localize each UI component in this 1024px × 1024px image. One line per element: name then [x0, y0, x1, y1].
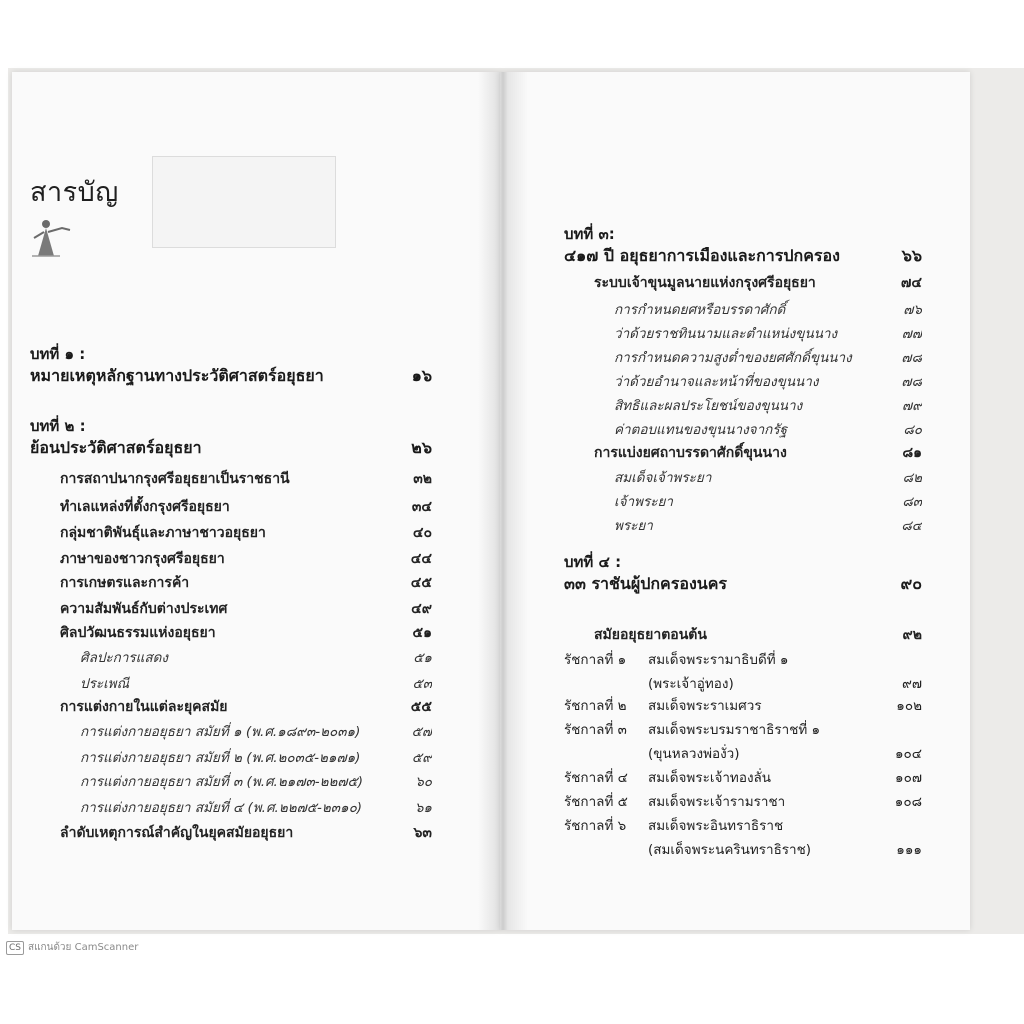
entry-label: ว่าด้วยอำนาจและหน้าที่ของขุนนาง	[614, 374, 819, 390]
entry-label: บทที่ ๒ :	[30, 417, 86, 435]
page-number: ๑๐๗	[895, 770, 922, 786]
entry-label: บทที่ ๓:	[564, 225, 615, 243]
entry-label: (ขุนหลวงพ่องั่ว)	[648, 746, 740, 762]
page-number: ๒๖	[411, 438, 432, 457]
entry-label: ระบบเจ้าขุนมูลนายแห่งกรุงศรีอยุธยา	[594, 275, 816, 291]
page-number: ๙๗	[901, 676, 922, 692]
entry-label: หมายเหตุหลักฐานทางประวัติศาสตร์อยุธยา	[30, 366, 324, 385]
scanner-watermark	[6, 940, 138, 955]
toc-entry	[594, 272, 922, 294]
toc-entry	[60, 548, 432, 570]
page-number: ๔๙	[411, 601, 432, 617]
toc-entry	[60, 822, 432, 844]
entry-label: สมเด็จพระอินทราธิราช	[648, 818, 784, 834]
toc-entry	[80, 720, 432, 742]
chapter-heading	[564, 550, 922, 574]
page-number: ๕๗	[411, 724, 432, 740]
entry-label: การกำหนดยศหรือบรรดาศักดิ์	[614, 302, 786, 318]
entry-label: การสถาปนากรุงศรีอยุธยาเป็นราชธานี	[60, 471, 290, 487]
toc-entry	[564, 648, 922, 670]
page-number: ๖๖	[901, 246, 922, 265]
entry-label: ภาษาของชาวกรุงศรีอยุธยา	[60, 551, 225, 567]
page-number: ๔๐	[412, 525, 432, 541]
entry-label: การแต่งกายอยุธยา สมัยที่ ๔ (พ.ศ.๒๒๗๕-๒๓๑๐)	[80, 800, 363, 816]
toc-entry	[614, 394, 922, 416]
show-through-box	[152, 156, 336, 248]
toc-entry	[614, 514, 922, 536]
camscanner-logo-icon: CS	[6, 941, 24, 955]
toc-entry	[564, 814, 922, 836]
page-number: ๖๑	[414, 800, 432, 816]
entry-label: บทที่ ๔ :	[564, 553, 622, 571]
entry-label: การแต่งกายอยุธยา สมัยที่ ๑ (พ.ศ.๑๘๙๓-๒๐๓๑)	[80, 724, 361, 740]
toc-entry	[564, 742, 922, 764]
reign-number: รัชกาลที่ ๔	[564, 770, 628, 786]
page-number: ๘๓	[902, 494, 922, 510]
page-number: ๙๐	[900, 574, 922, 593]
page-number: ๗๔	[900, 275, 922, 291]
toc-entry	[564, 244, 922, 269]
toc-entry	[80, 796, 432, 818]
entry-label: พระยา	[614, 518, 653, 534]
book-gutter	[478, 72, 528, 930]
entry-label: ๔๑๗ ปี อยุธยาการเมืองและการปกครอง	[564, 246, 840, 265]
toc-entry	[564, 672, 922, 694]
chapter-heading	[30, 414, 432, 438]
entry-label: บทที่ ๑ :	[30, 345, 86, 363]
page-number: ๘๒	[902, 470, 922, 486]
page-number: ๕๓	[412, 676, 432, 692]
reign-number: รัชกาลที่ ๓	[564, 722, 627, 738]
toc-entry	[564, 718, 922, 740]
toc-entry	[614, 298, 922, 320]
reign-number: รัชกาลที่ ๑	[564, 652, 627, 668]
entry-label: สมเด็จเจ้าพระยา	[614, 470, 712, 486]
page-number: ๕๑	[412, 625, 432, 641]
reign-number: รัชกาลที่ ๕	[564, 794, 628, 810]
entry-label: สมเด็จพระเจ้าทองลั่น	[648, 770, 772, 786]
entry-label: สมเด็จพระราเมศวร	[648, 698, 762, 714]
page-number: ๔๕	[410, 575, 432, 591]
page-number: ๗๗	[901, 326, 922, 342]
page-number: ๑๐๘	[894, 794, 922, 810]
page-number: ๑๐๔	[894, 746, 922, 762]
page-number: ๑๖	[411, 366, 432, 385]
entry-label: ค่าตอบแทนของขุนนางจากรัฐ	[614, 422, 788, 438]
toc-entry	[60, 496, 432, 518]
page-number: ๑๐๒	[896, 698, 922, 714]
toc-entry	[60, 622, 432, 644]
toc-entry	[30, 436, 432, 461]
entry-label: ลำดับเหตุการณ์สำคัญในยุคสมัยอยุธยา	[60, 825, 294, 841]
dancer-figure-icon	[28, 216, 74, 260]
toc-entry	[60, 598, 432, 620]
chapter-heading	[30, 342, 432, 366]
page-number: ๕๕	[410, 699, 432, 715]
toc-entry	[614, 322, 922, 344]
toc-entry	[614, 466, 922, 488]
entry-label: ย้อนประวัติศาสตร์อยุธยา	[30, 438, 202, 457]
page-number: ๖๐	[415, 774, 432, 790]
entry-label: กลุ่มชาติพันธุ์และภาษาชาวอยุธยา	[60, 525, 266, 541]
page-number: ๘๑	[902, 445, 922, 461]
page-number: ๗๙	[901, 398, 922, 414]
page-number: ๘๔	[901, 518, 922, 534]
entry-label: ประเพณี	[80, 676, 130, 692]
toc-entry	[60, 572, 432, 594]
toc-entry	[564, 766, 922, 788]
page-number: ๓๔	[411, 499, 432, 515]
entry-label: (พระเจ้าอู่ทอง)	[648, 676, 734, 692]
entry-label: ศิลปะการแสดง	[80, 650, 168, 666]
toc-entry	[80, 770, 432, 792]
entry-label: การแต่งกายอยุธยา สมัยที่ ๓ (พ.ศ.๒๑๗๓-๒๒๗๕)	[80, 774, 363, 790]
page-number: ๗๘	[901, 350, 922, 366]
entry-label: สมเด็จพระเจ้ารามราชา	[648, 794, 786, 810]
page-number: ๔๔	[410, 551, 432, 567]
toc-entry	[564, 838, 922, 860]
reign-number: รัชกาลที่ ๖	[564, 818, 627, 834]
page-number: ๑๑๑	[896, 842, 922, 858]
entry-label: ทำเลแหล่งที่ตั้งกรุงศรีอยุธยา	[60, 499, 230, 515]
toc-entry	[80, 646, 432, 668]
toc-entry	[594, 624, 922, 646]
chapter-heading	[564, 222, 922, 246]
page-title: สารบัญ	[30, 177, 119, 208]
toc-entry	[614, 346, 922, 368]
entry-label: การแต่งกายอยุธยา สมัยที่ ๒ (พ.ศ.๒๐๓๕-๒๑๗๑)	[80, 750, 361, 766]
toc-entry	[80, 746, 432, 768]
toc-entry	[564, 790, 922, 812]
entry-label: ศิลปวัฒนธรรมแห่งอยุธยา	[60, 625, 216, 641]
entry-label: การแบ่งยศถาบรรดาศักดิ์ขุนนาง	[594, 445, 787, 461]
entry-label: การเกษตรและการค้า	[60, 575, 190, 591]
entry-label: ว่าด้วยราชทินนามและตำแหน่งขุนนาง	[614, 326, 838, 342]
toc-entry	[80, 672, 432, 694]
entry-label: การแต่งกายในแต่ละยุคสมัย	[60, 699, 228, 715]
toc-entry	[614, 490, 922, 512]
page-number: ๓๒	[413, 471, 432, 487]
toc-entry	[60, 468, 432, 490]
toc-entry	[614, 418, 922, 440]
reign-number: รัชกาลที่ ๒	[564, 698, 627, 714]
entry-label: (สมเด็จพระนครินทราธิราช)	[648, 842, 812, 858]
page-number: ๕๑	[413, 650, 432, 666]
entry-label: ๓๓ ราชันผู้ปกครองนคร	[564, 574, 727, 593]
page-number: ๗๖	[903, 302, 922, 318]
toc-entry	[614, 370, 922, 392]
page-number: ๘๐	[903, 422, 922, 438]
page-number: ๖๓	[413, 825, 432, 841]
entry-label: สมเด็จพระบรมราชาธิราชที่ ๑	[648, 722, 821, 738]
entry-label: ความสัมพันธ์กับต่างประเทศ	[60, 601, 228, 617]
entry-label: สิทธิและผลประโยชน์ของขุนนาง	[614, 398, 803, 414]
page-number: ๗๘	[901, 374, 922, 390]
toc-entry	[594, 442, 922, 464]
toc-entry	[60, 696, 432, 718]
toc-entry	[564, 694, 922, 716]
watermark-text: สแกนด้วย CamScanner	[28, 942, 139, 953]
page-number: ๙๒	[902, 627, 922, 643]
toc-entry	[60, 522, 432, 544]
entry-label: สมเด็จพระรามาธิบดีที่ ๑	[648, 652, 789, 668]
page-number: ๕๙	[411, 750, 432, 766]
entry-label: การกำหนดความสูงต่ำของยศศักดิ์ขุนนาง	[614, 350, 852, 366]
toc-entry	[564, 572, 922, 597]
entry-label: เจ้าพระยา	[614, 494, 673, 510]
toc-entry	[30, 364, 432, 389]
entry-label: สมัยอยุธยาตอนต้น	[594, 627, 707, 643]
